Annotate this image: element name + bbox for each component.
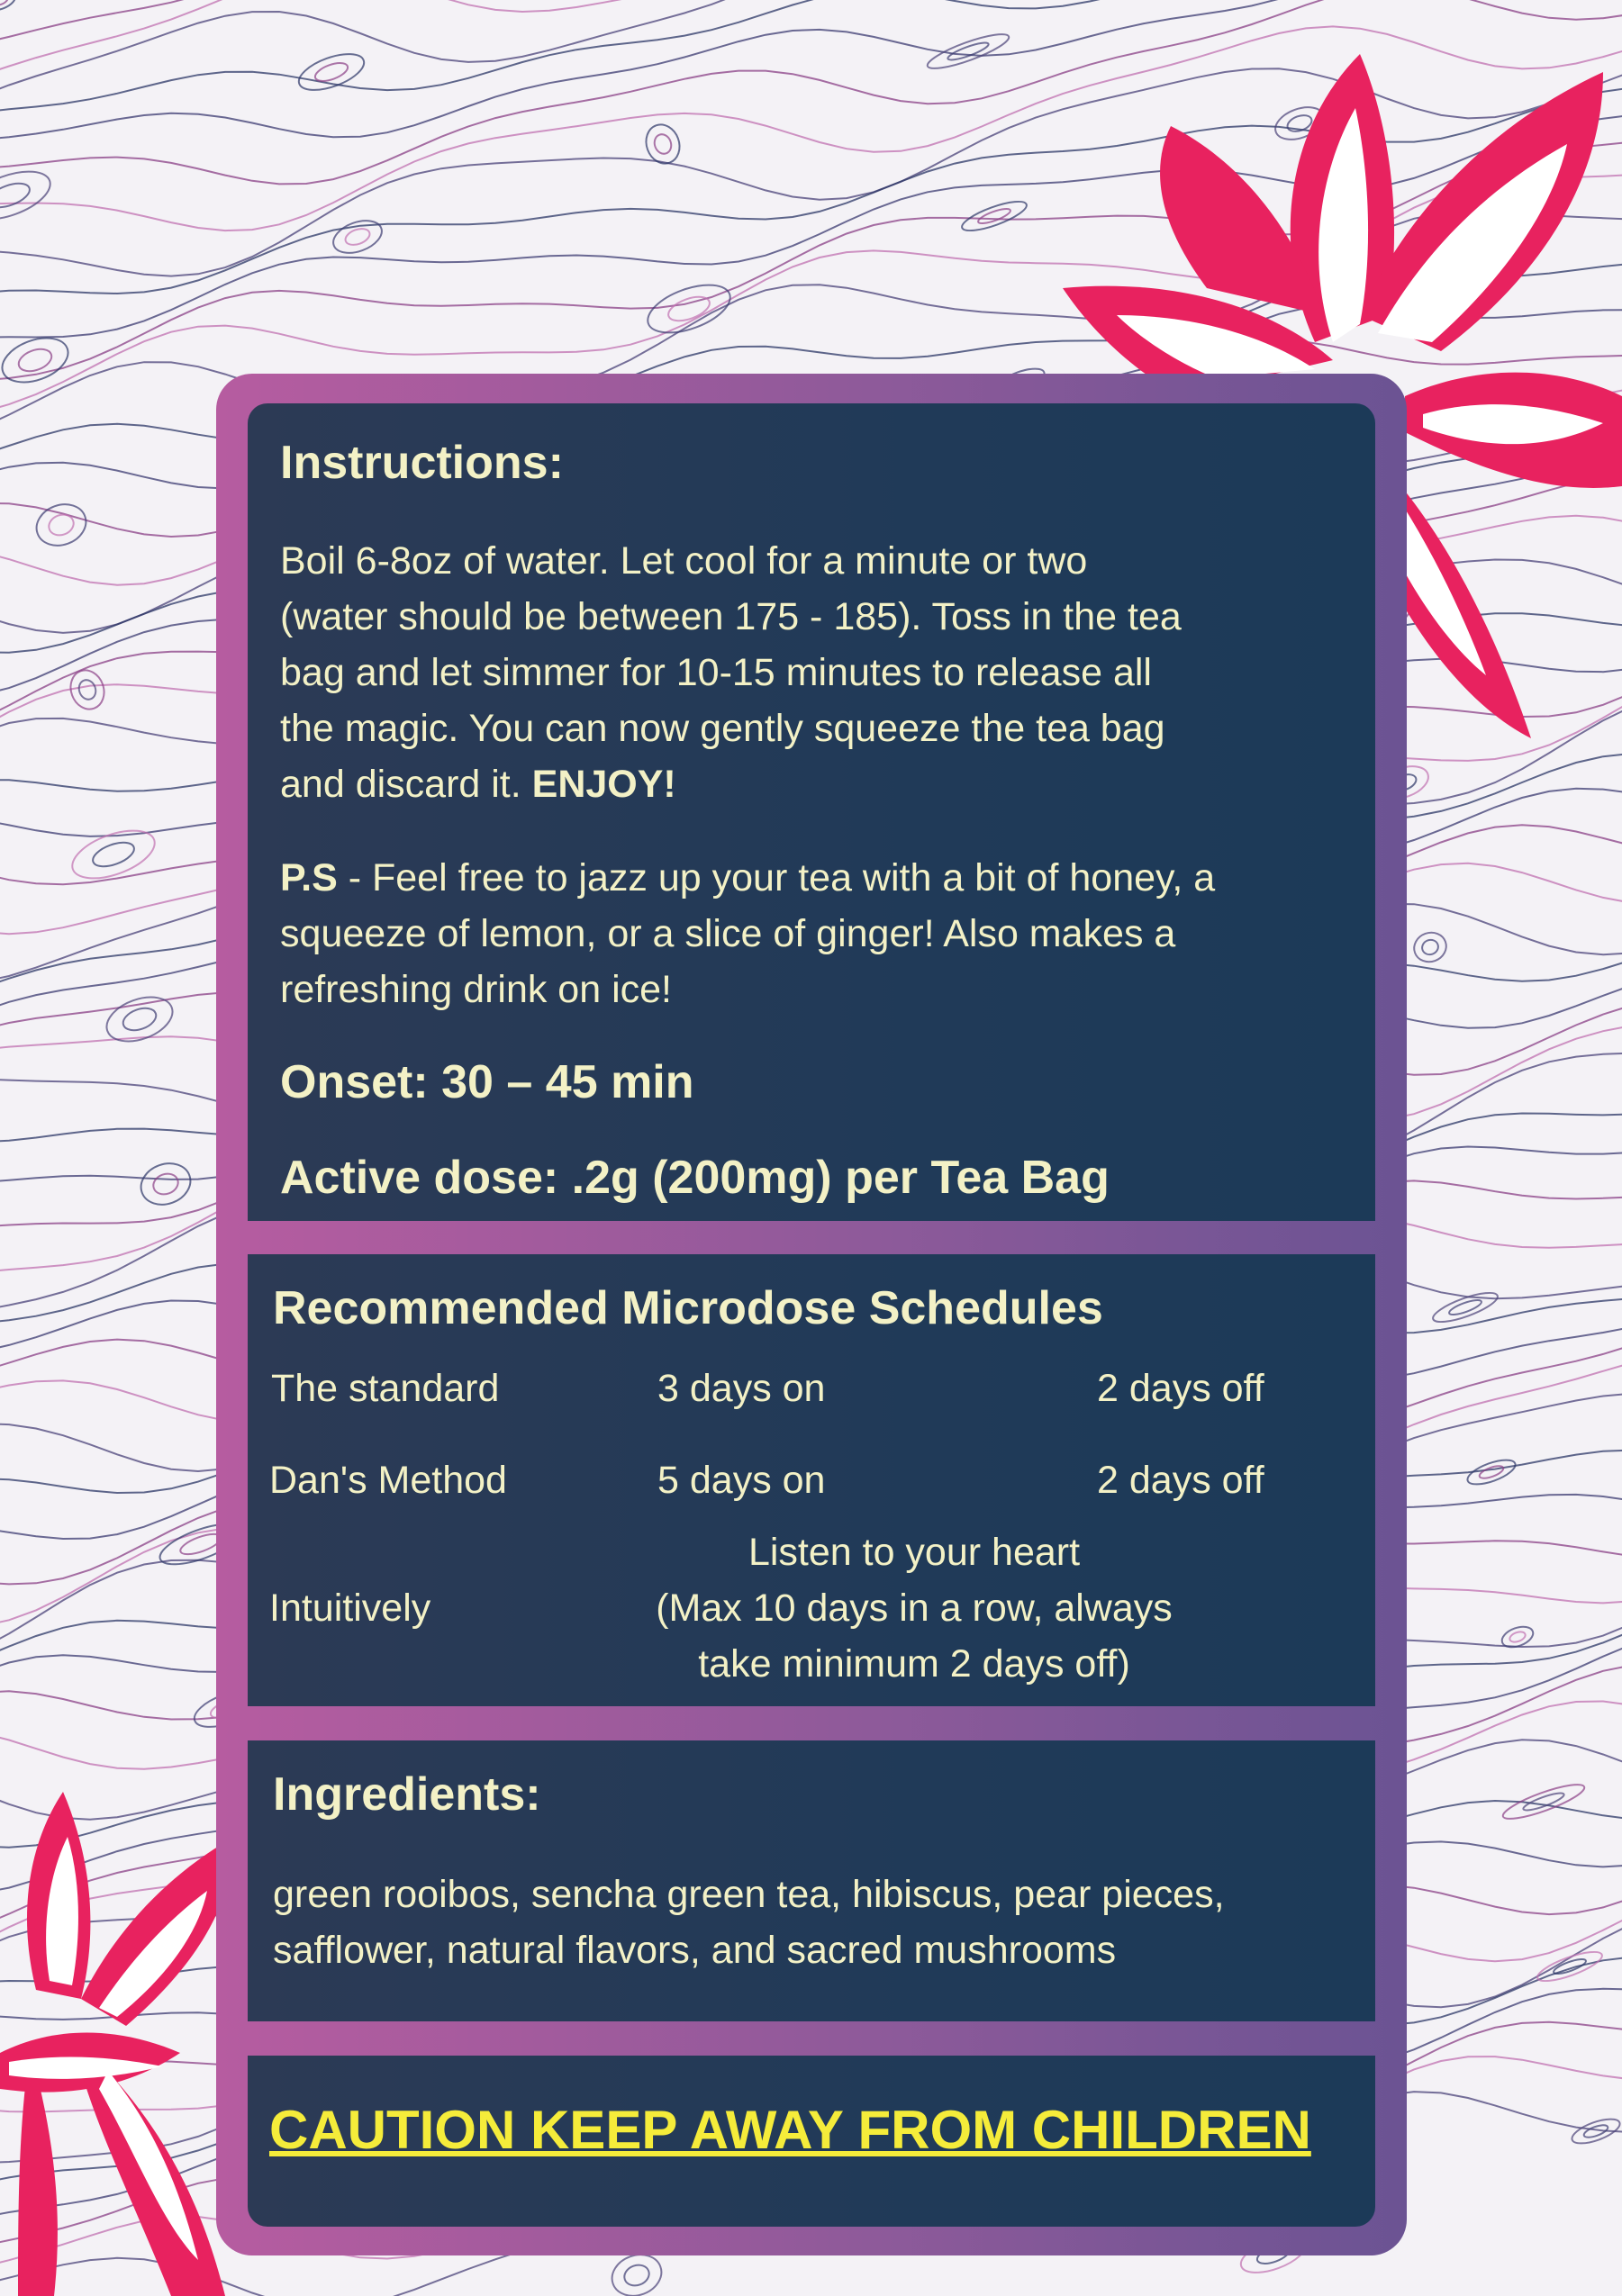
schedule-on: 5 days on [657, 1459, 826, 1502]
intuitive-line: Listen to your heart [748, 1531, 1081, 1574]
schedules-panel [248, 1254, 1375, 1706]
schedule-on: 3 days on [657, 1367, 826, 1410]
instructions-heading: Instructions: [280, 437, 564, 489]
ingredients-heading: Ingredients: [273, 1768, 541, 1821]
instructions-line: and discard it. [280, 763, 521, 806]
active-dose-text: Active dose: .2g (200mg) per Tea Bag [280, 1152, 1110, 1204]
ingredients-line: safflower, natural flavors, and sacred mushrooms [273, 1929, 1117, 1972]
instructions-line: Boil 6-8oz of water. Let cool for a minute or two [280, 539, 1088, 583]
ingredients-panel [248, 1740, 1375, 2021]
onset-text: Onset: 30 – 45 min [280, 1056, 694, 1108]
schedule-off: 2 days off [1097, 1367, 1264, 1410]
ps-text: - Feel free to jazz up your tea with a bit of honey, a [337, 856, 1216, 899]
schedule-name: Intuitively [269, 1586, 431, 1630]
caution-panel [248, 2056, 1375, 2227]
instructions-line-last [280, 756, 676, 812]
intuitive-line: (Max 10 days in a row, always [656, 1586, 1173, 1630]
ps-text: refreshing drink on ice! [280, 968, 672, 1011]
instructions-line: bag and let simmer for 10-15 minutes to release all [280, 651, 1152, 694]
ps-line [280, 850, 1215, 906]
instructions-panel [248, 403, 1375, 1221]
instructions-line: the magic. You can now gently squeeze the tea bag [280, 707, 1165, 750]
caution-warning: CAUTION KEEP AWAY FROM CHILDREN [269, 2100, 1311, 2160]
schedule-name: The standard [271, 1367, 500, 1410]
schedule-off: 2 days off [1097, 1459, 1264, 1502]
ingredients-line: green rooibos, sencha green tea, hibiscus, pear pieces, [273, 1873, 1225, 1916]
instructions-line: (water should be between 175 - 185). Toss in the tea [280, 595, 1182, 638]
ps-text: squeeze of lemon, or a slice of ginger! Also makes a [280, 912, 1176, 955]
schedules-heading: Recommended Microdose Schedules [273, 1282, 1103, 1334]
schedule-name: Dan's Method [269, 1459, 507, 1502]
enjoy-text: ENJOY! [531, 763, 676, 806]
ps-label: P.S [280, 856, 338, 899]
intuitive-line: take minimum 2 days off) [698, 1642, 1130, 1686]
